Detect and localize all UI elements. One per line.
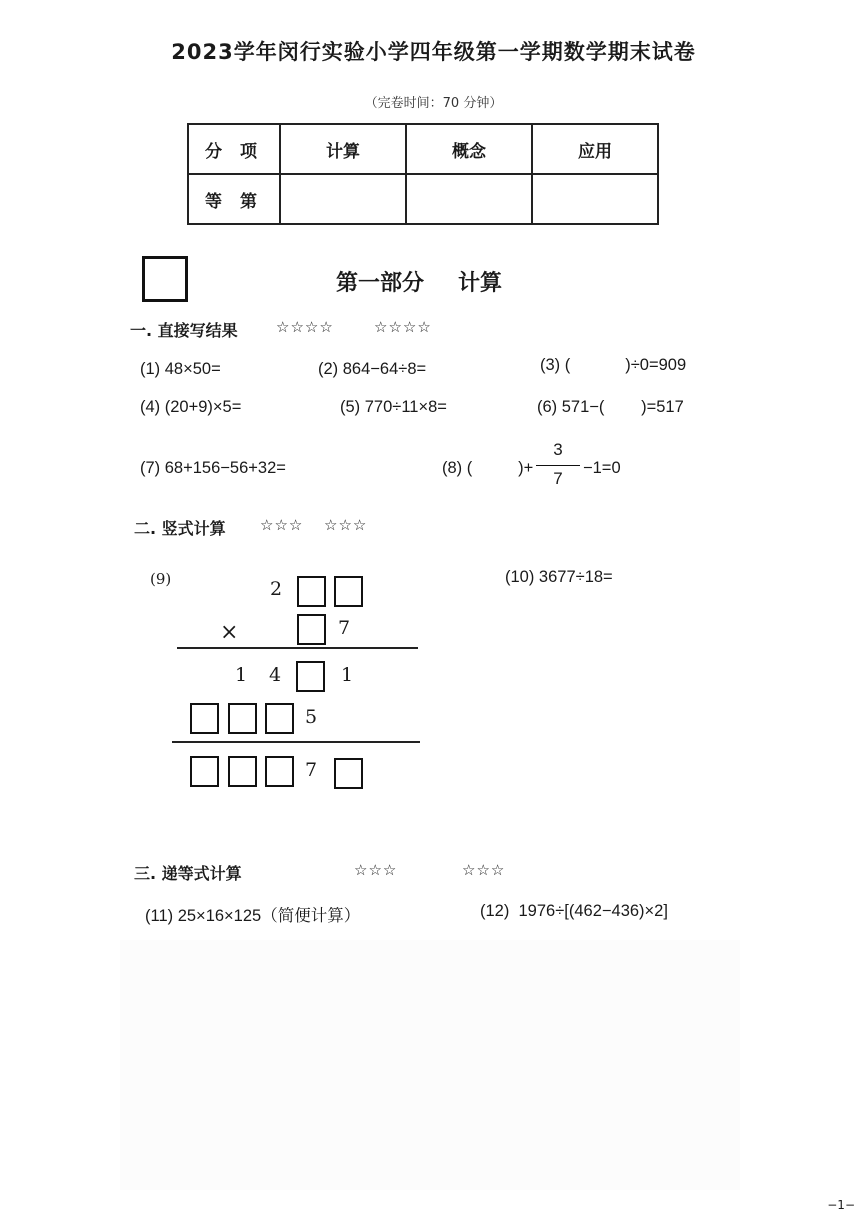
part-topic: 计算 (458, 271, 503, 296)
part-score-box[interactable] (142, 256, 188, 302)
section1-title: 一. 直接写结果 (130, 321, 238, 340)
section2-stars-a: ☆☆☆ (260, 516, 304, 534)
question-8-prefix: (8) ( )+ (442, 459, 534, 477)
score-table-header-row (188, 124, 658, 174)
puzzle-rule-line (177, 647, 418, 649)
question-11: (11) 25×16×125（简便计算） (145, 907, 361, 925)
exam-duration: （完卷时间：70 分钟） (364, 96, 503, 111)
puzzle-blank-box[interactable] (334, 758, 363, 789)
score-table-grade-label: 等 第 (188, 174, 280, 224)
question-3: (3) ( )÷0=909 (540, 356, 687, 374)
multiply-sign: × (220, 620, 239, 645)
puzzle-digit: 1 (235, 664, 248, 686)
puzzle-blank-box[interactable] (265, 756, 294, 787)
puzzle-blank-box[interactable] (190, 703, 219, 734)
puzzle-blank-box[interactable] (297, 576, 326, 607)
question-5: (5) 770÷11×8= (340, 398, 447, 416)
section3-title: 三. 递等式计算 (134, 864, 242, 883)
question-10: (10) 3677÷18= (505, 568, 613, 586)
score-cell-calc[interactable] (280, 174, 406, 224)
puzzle-blank-box[interactable] (297, 614, 326, 645)
question-7: (7) 68+156−56+32= (140, 459, 286, 477)
question-12: (12) 1976÷[(462−436)×2] (480, 902, 668, 920)
question-8-suffix: −1=0 (583, 459, 621, 477)
score-table (187, 123, 659, 225)
puzzle-rule-line (172, 741, 420, 743)
question-9-label: (9) (150, 570, 172, 588)
puzzle-digit: 1 (341, 664, 354, 686)
fraction-numerator: 3 (553, 440, 563, 459)
score-table-grade-row (188, 174, 658, 224)
question-6: (6) 571−( )=517 (537, 398, 684, 416)
question-1: (1) 48×50= (140, 360, 221, 378)
section1-stars-a: ☆☆☆☆ (276, 318, 334, 336)
puzzle-digit: 2 (270, 578, 283, 600)
score-table-calc: 计算 (280, 124, 406, 174)
puzzle-digit: 4 (269, 664, 282, 686)
question-8-fraction (536, 440, 580, 489)
puzzle-blank-box[interactable] (228, 703, 257, 734)
exam-title: 2023学年闵行实验小学四年级第一学期数学期末试卷 (171, 40, 696, 64)
section1-stars-b: ☆☆☆☆ (374, 318, 432, 336)
puzzle-digit: 7 (338, 617, 351, 639)
fraction-denominator: 7 (553, 469, 563, 488)
score-cell-concept[interactable] (406, 174, 532, 224)
puzzle-digit: 5 (305, 706, 318, 728)
part-heading (336, 266, 536, 297)
score-cell-application[interactable] (532, 174, 658, 224)
section3-stars-a: ☆☆☆ (354, 861, 398, 879)
score-table-application: 应用 (532, 124, 658, 174)
puzzle-blank-box[interactable] (334, 576, 363, 607)
puzzle-blank-box[interactable] (228, 756, 257, 787)
question-4: (4) (20+9)×5= (140, 398, 242, 416)
answer-area[interactable] (120, 940, 740, 1190)
score-table-item-label: 分 项 (188, 124, 280, 174)
puzzle-blank-box[interactable] (296, 661, 325, 692)
page-number: −1− (827, 1198, 855, 1212)
score-table-concept: 概念 (406, 124, 532, 174)
puzzle-blank-box[interactable] (190, 756, 219, 787)
section2-title: 二. 竖式计算 (134, 519, 226, 538)
puzzle-digit: 7 (305, 759, 318, 781)
section2-stars-b: ☆☆☆ (324, 516, 368, 534)
puzzle-blank-box[interactable] (265, 703, 294, 734)
fraction-bar (536, 465, 580, 466)
part-name: 第一部分 (336, 271, 425, 296)
question-2: (2) 864−64÷8= (318, 360, 427, 378)
section3-stars-b: ☆☆☆ (462, 861, 506, 879)
